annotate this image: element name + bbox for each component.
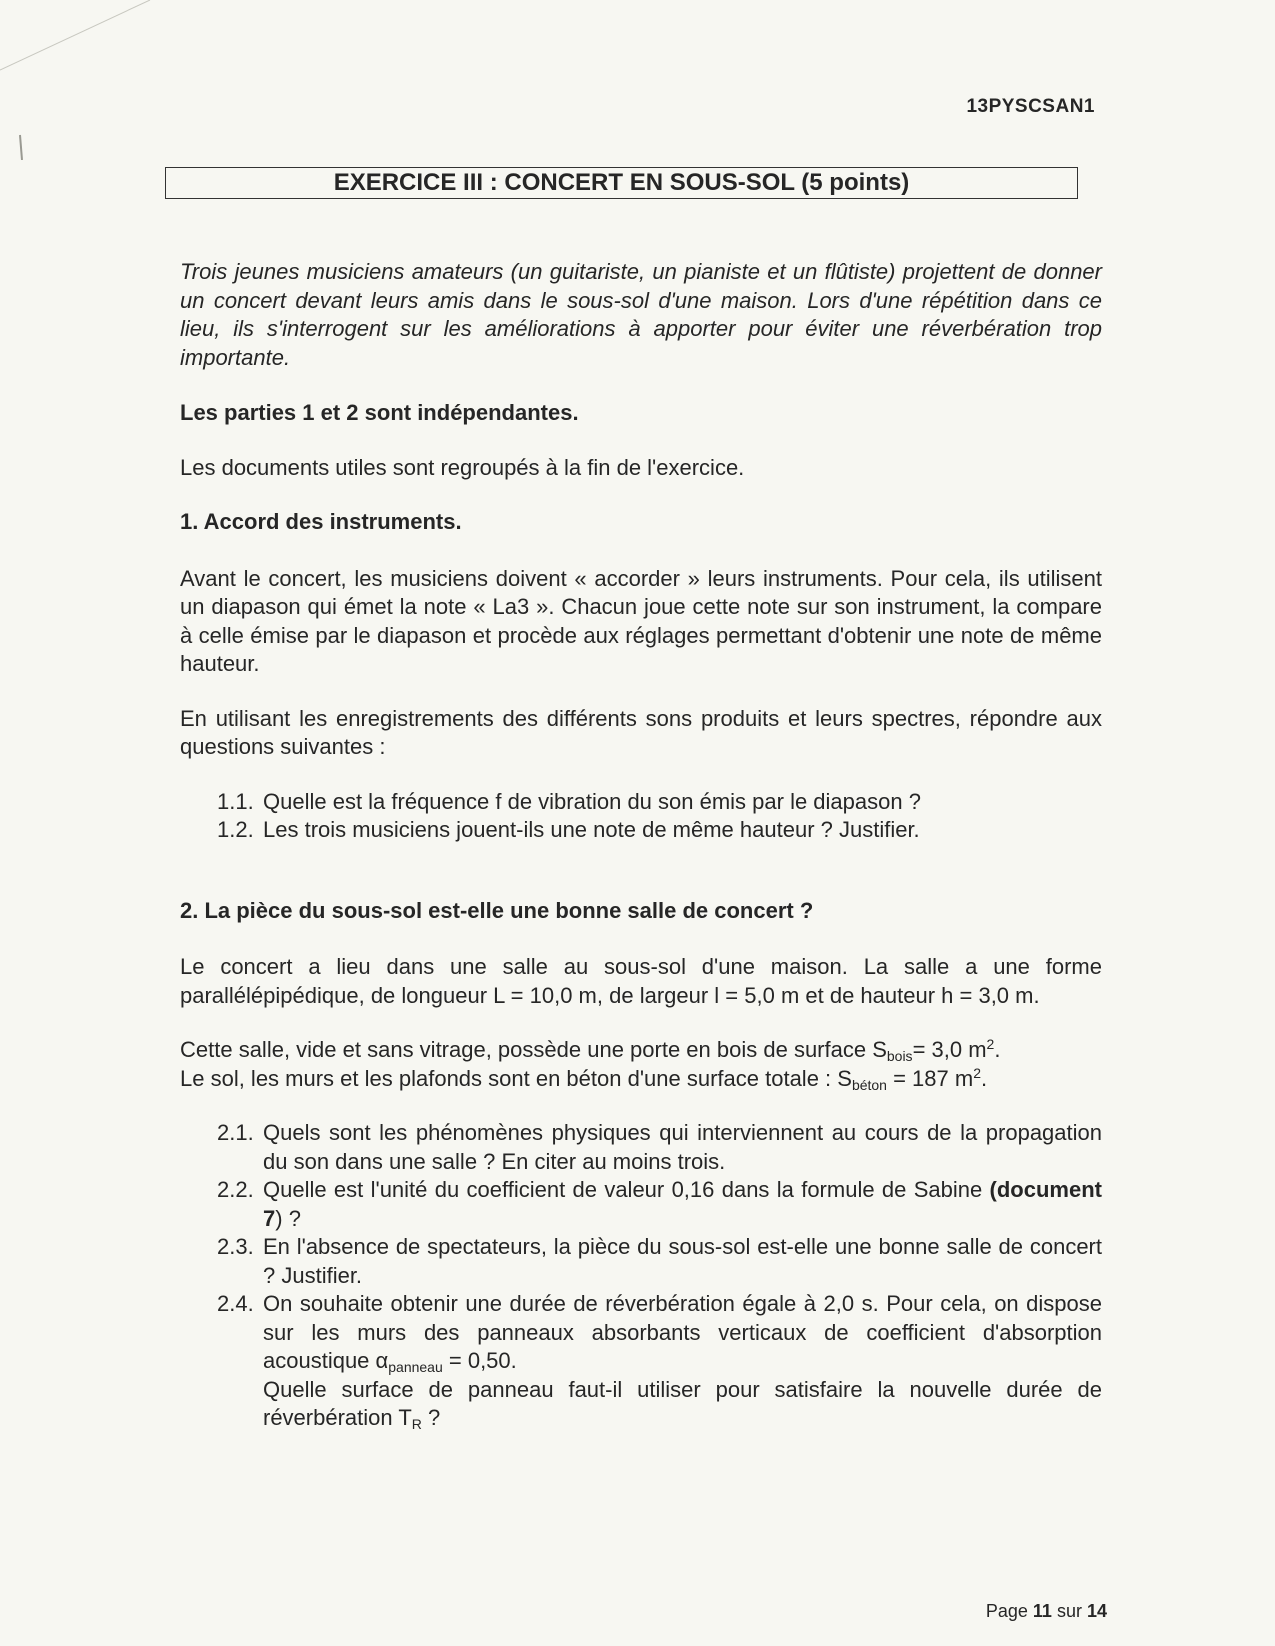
reference-code: 13PYSCSAN1 [966,96,1095,117]
document-reference: (document 7 [263,1177,1102,1231]
surface-bois-value: = 3,0 m [912,1037,987,1062]
exercise-content [180,258,1102,1433]
question-text [263,1176,1102,1233]
question-text [263,1290,1102,1433]
surface-beton-text: Le sol, les murs et les plafonds sont en béton d'une surface totale : S [180,1065,852,1091]
question-text: Quelle est la fréquence f de vibration du son émis par le diapason ? [263,788,921,814]
question-number: 2.1. [217,1120,254,1145]
question-1-1 [217,788,1102,817]
scan-fold-mark [0,0,160,160]
question-2-3 [217,1233,1102,1290]
part2-paragraph-2 [180,1036,1102,1093]
subscript-bois: bois [886,1048,913,1064]
superscript-2: 2 [986,1036,995,1052]
period: . [994,1037,1001,1062]
part1-question-list [180,788,1102,845]
page-number: 11 [1032,1601,1052,1621]
question-1-2 [217,816,1102,845]
exercise-title: EXERCICE III : CONCERT EN SOUS-SOL (5 points) [165,167,1078,199]
question-2-4 [217,1290,1102,1433]
part2-heading: 2. La pièce du sous-sol est-elle une bonne salle de concert ? [180,897,814,923]
subscript-beton: béton [851,1076,887,1093]
question-number: 1.2. [217,817,254,842]
subscript-r: R [411,1416,422,1432]
question-number: 2.4. [217,1291,254,1316]
question-text-part: Quelle surface de panneau faut-il utiliser pour satisfaire la nouvelle durée de réverbération T [263,1376,1102,1430]
parts-note: Les parties 1 et 2 sont indépendantes. [180,400,579,425]
question-2-2 [217,1176,1102,1233]
documents-note: Les documents utiles sont regroupés à la fin de l'exercice. [180,454,745,480]
subscript-panneau: panneau [388,1359,443,1375]
part1-paragraph-1: Avant le concert, les musiciens doivent « accorder » leurs instruments. Pour cela, ils utilisent un diapason qui émet la note « La3 ». Chacun joue cette note sur son instrument, la compare à celle émise par le diapason et procède aux réglages permettant d'obtenir une note de même hauteur. [180,565,1102,676]
part1-heading: 1. Accord des instruments. [180,509,462,534]
intro-paragraph: Trois jeunes musiciens amateurs (un guitariste, un pianiste et un flûtiste) projettent de donner un concert devant leurs amis dans le sous-sol d'une maison. Lors d'une répétition dans ce lieu, ils s'interrogent sur les améliorations à apporter pour éviter une réverbération trop importante. [180,259,1102,370]
superscript-2: 2 [973,1064,981,1081]
surface-bois-text: Cette salle, vide et sans vitrage, possède une porte en bois de surface S [180,1037,887,1062]
page-total: 14 [1086,1601,1107,1621]
question-number: 1.1. [217,788,254,814]
question-number: 2.2. [217,1177,254,1202]
question-text: Les trois musiciens jouent-ils une note de même hauteur ? Justifier. [263,817,920,842]
page-word: Page [985,1601,1028,1621]
sur-word: sur [1056,1601,1082,1621]
part1-paragraph-2: En utilisant les enregistrements des différents sons produits et leurs spectres, répondre aux questions suivantes : [180,705,1102,759]
part2-question-list [180,1119,1102,1433]
period: . [981,1065,988,1091]
question-2-1 [217,1119,1102,1176]
question-text-part: ) ? [275,1205,301,1231]
part2-paragraph-1: Le concert a lieu dans une salle au sous-sol d'une maison. La salle a une forme parallélépipédique, de longueur L = 10,0 m, de largeur l = 5,0 m et de hauteur h = 3,0 m. [180,954,1102,1008]
question-number: 2.3. [217,1234,254,1259]
page-footer [986,1601,1107,1622]
question-text-part: On souhaite obtenir une durée de réverbération égale à 2,0 s. Pour cela, on dispose sur les murs des panneaux absorbants verticaux de coefficient d'absorption acoustique α [263,1291,1102,1373]
question-text-part: ? [421,1405,441,1430]
question-text: Quels sont les phénomènes physiques qui interviennent au cours de la propagation du son dans une salle ? En citer au moins trois. [263,1120,1102,1174]
question-text-part: Quelle est l'unité du coefficient de valeur 0,16 dans la formule de Sabine [263,1177,990,1202]
surface-beton-value: = 187 m [886,1065,974,1091]
question-text-part: = 0,50. [442,1348,517,1373]
question-text: En l'absence de spectateurs, la pièce du sous-sol est-elle une bonne salle de concert ? Justifier. [263,1234,1102,1288]
